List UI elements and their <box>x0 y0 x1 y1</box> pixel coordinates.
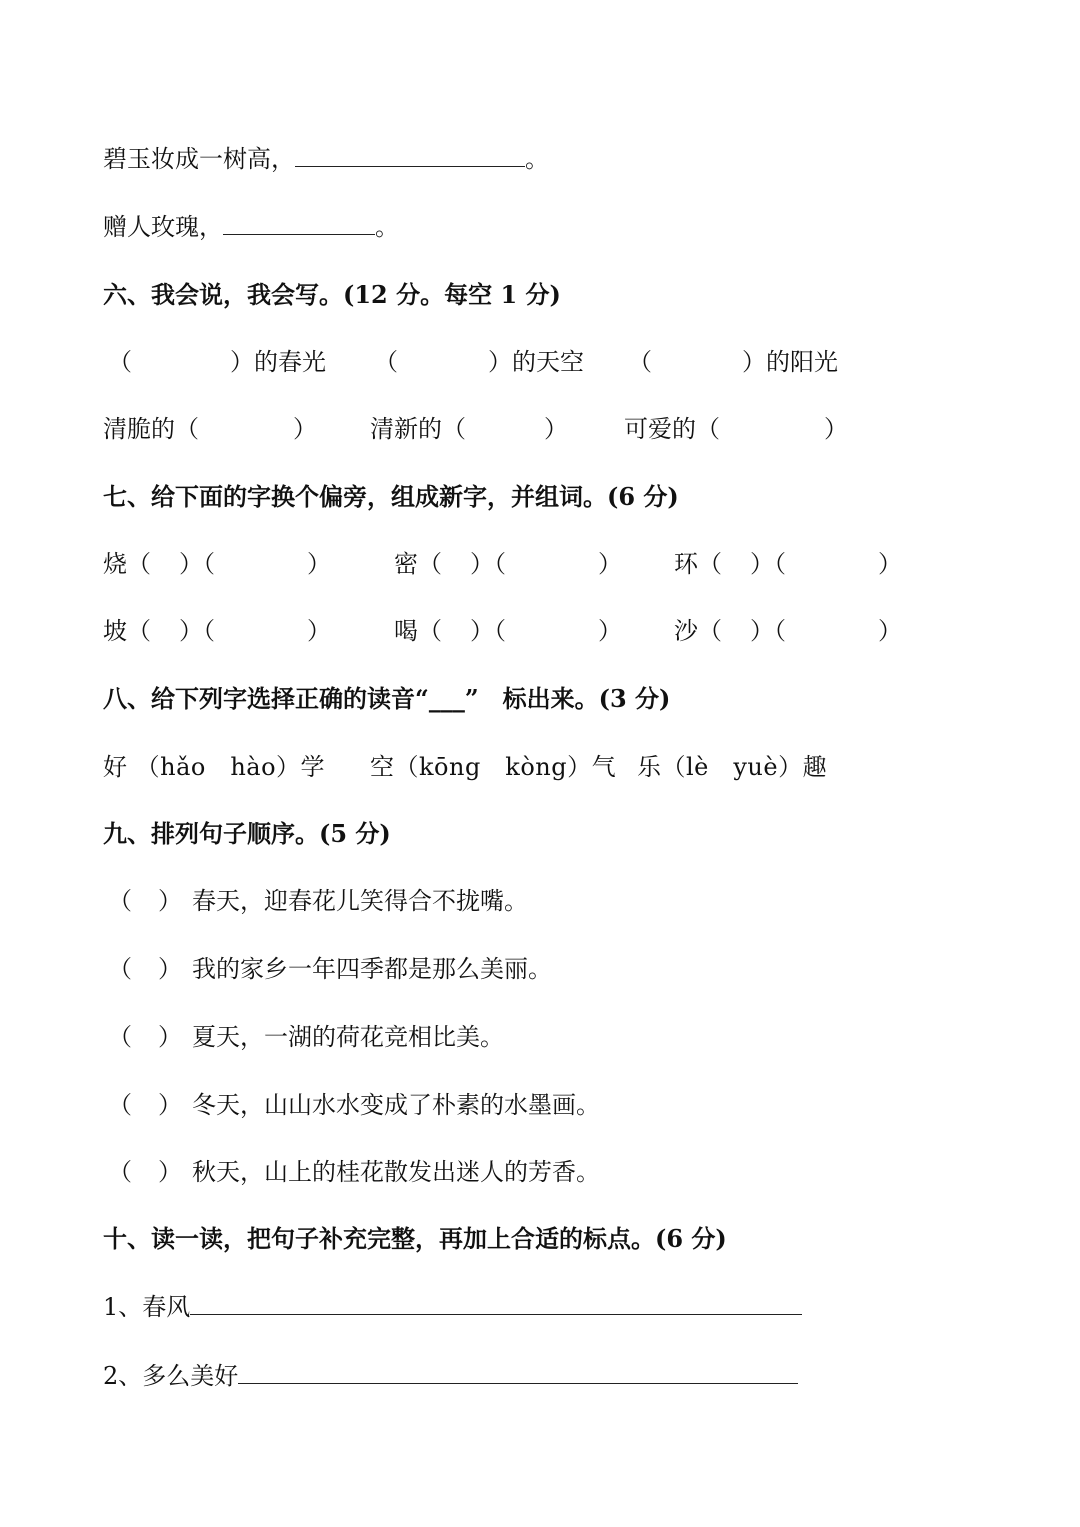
paren-close: ） <box>878 617 902 645</box>
paren-close: ） <box>470 550 494 578</box>
paren-close: ） <box>179 617 203 645</box>
q8-heading-text-end: ” 标出来。(3 分) <box>464 684 671 713</box>
paren-close: ） <box>544 415 568 443</box>
paren-open: （ <box>698 550 722 578</box>
paren-close: ） <box>824 415 848 443</box>
q6-item <box>374 346 584 378</box>
q10-item-label: 1、春风 <box>103 1293 191 1321</box>
sentence-text: 春天，迎春花儿笑得合不拢嘴。 <box>192 887 528 915</box>
list-item <box>108 885 528 917</box>
paren-close: ） <box>158 887 182 915</box>
q6-item-text: 的天空 <box>512 348 584 376</box>
paren-open: （ <box>108 955 132 983</box>
paren-close: ） <box>742 348 766 376</box>
q7-char: 环 <box>674 550 698 578</box>
paren-open: （ <box>108 1023 132 1051</box>
poem-line-2-text: 赠人玫瑰， <box>103 213 223 241</box>
q10-item-1 <box>103 1291 802 1323</box>
q7-char: 喝 <box>394 617 418 645</box>
q6-item <box>108 346 326 378</box>
poem-line-1 <box>103 143 549 175</box>
list-item <box>108 1089 600 1121</box>
q7-char: 密 <box>394 550 418 578</box>
sentence-text: 我的家乡一年四季都是那么美丽。 <box>192 955 552 983</box>
paren-open: （ <box>175 415 199 443</box>
q7-char: 沙 <box>674 617 698 645</box>
poem-line-1-end: 。 <box>525 145 549 173</box>
paren-close: ） <box>158 1091 182 1119</box>
paren-open: （ <box>494 550 506 578</box>
answer-line[interactable] <box>190 1292 802 1315</box>
q10-heading: 十、读一读，把句子补充完整，再加上合适的标点。(6 分) <box>103 1224 727 1253</box>
sentence-text: 秋天，山上的桂花散发出迷人的芳香。 <box>192 1158 600 1186</box>
q10-item-2 <box>103 1360 798 1392</box>
answer-line[interactable] <box>238 1361 798 1384</box>
q6-heading: 六、我会说，我会写。(12 分。每空 1 分) <box>103 280 561 309</box>
paren-close: ） <box>878 550 902 578</box>
paren-close: ） <box>179 550 203 578</box>
paren-close: ） <box>598 617 622 645</box>
paren-close: ） <box>158 955 182 983</box>
q7-item <box>394 548 622 580</box>
answer-blank[interactable] <box>223 212 375 235</box>
q6-item <box>624 413 848 445</box>
paren-open: （ <box>203 550 215 578</box>
answer-blank[interactable] <box>295 144 525 167</box>
paren-close: ） <box>293 415 317 443</box>
q6-item <box>103 413 317 445</box>
q7-char: 坡 <box>103 617 127 645</box>
paren-close: ） <box>488 348 512 376</box>
paren-open: （ <box>494 617 506 645</box>
q6-item <box>370 413 568 445</box>
paren-open: （ <box>108 1158 132 1186</box>
q6-item-text: 清新的 <box>370 415 442 443</box>
paren-open: （ <box>774 617 786 645</box>
paren-close: ） <box>230 348 254 376</box>
paren-open: （ <box>698 617 722 645</box>
q8-item[interactable]: 乐（lè yuè）趣 <box>637 753 828 781</box>
paren-open: （ <box>203 617 215 645</box>
paren-open: （ <box>418 617 442 645</box>
list-item <box>108 1021 504 1053</box>
q7-item <box>103 548 331 580</box>
q6-item-text: 清脆的 <box>103 415 175 443</box>
q8-item[interactable]: 好 （hǎo hào）学 <box>103 753 326 781</box>
q10-item-label: 2、多么美好 <box>103 1362 239 1390</box>
paren-open: （ <box>108 1091 132 1119</box>
sentence-text: 冬天，山山水水变成了朴素的水墨画。 <box>192 1091 600 1119</box>
paren-close: ） <box>158 1158 182 1186</box>
q6-item <box>628 346 838 378</box>
q7-item <box>103 615 331 647</box>
paren-open: （ <box>127 617 151 645</box>
paren-open: （ <box>628 348 652 376</box>
paren-open: （ <box>418 550 442 578</box>
q9-heading: 九、排列句子顺序。(5 分) <box>103 819 391 848</box>
paren-open: （ <box>127 550 151 578</box>
paren-close: ） <box>307 550 331 578</box>
q7-item <box>674 615 902 647</box>
poem-line-1-text: 碧玉妆成一树高， <box>103 145 295 173</box>
list-item <box>108 1156 600 1188</box>
q6-item-text: 的春光 <box>254 348 326 376</box>
paren-close: ） <box>158 1023 182 1051</box>
q8-heading <box>103 683 670 715</box>
q8-item[interactable]: 空（kōng kòng）气 <box>370 753 617 781</box>
poem-line-2 <box>103 211 399 243</box>
paren-close: ） <box>307 617 331 645</box>
poem-line-2-end: 。 <box>375 213 399 241</box>
paren-open: （ <box>374 348 398 376</box>
list-item <box>108 953 552 985</box>
paren-open: （ <box>696 415 720 443</box>
sentence-text: 夏天，一湖的荷花竞相比美。 <box>192 1023 504 1051</box>
q7-char: 烧 <box>103 550 127 578</box>
paren-open: （ <box>442 415 466 443</box>
q6-item-text: 可爱的 <box>624 415 696 443</box>
paren-open: （ <box>108 348 132 376</box>
paren-open: （ <box>774 550 786 578</box>
paren-close: ） <box>470 617 494 645</box>
q7-item <box>674 548 902 580</box>
q6-item-text: 的阳光 <box>766 348 838 376</box>
q7-item <box>394 615 622 647</box>
paren-open: （ <box>108 887 132 915</box>
paren-close: ） <box>750 550 774 578</box>
q7-heading: 七、给下面的字换个偏旁，组成新字，并组词。(6 分) <box>103 482 679 511</box>
q8-heading-text: 八、给下列字选择正确的读音“ <box>103 684 429 713</box>
paren-close: ） <box>598 550 622 578</box>
q8-heading-underline: ___ <box>428 684 465 713</box>
paren-close: ） <box>750 617 774 645</box>
